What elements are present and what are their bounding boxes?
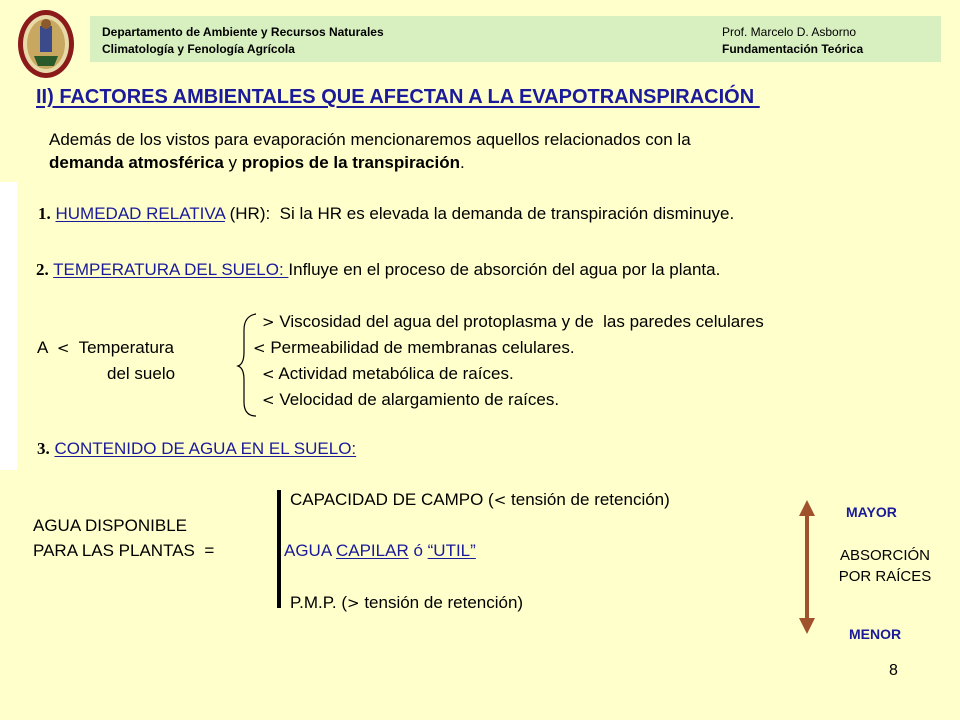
pmp-tension: tensión de retención) bbox=[359, 593, 524, 612]
humedad-relativa-link[interactable]: HUMEDAD RELATIVA bbox=[55, 204, 225, 223]
menor-label: MENOR bbox=[849, 626, 902, 642]
temp-a-label bbox=[37, 338, 174, 358]
pmp-row bbox=[290, 593, 523, 613]
item-temperatura-suelo bbox=[36, 260, 720, 280]
double-arrow-icon bbox=[795, 500, 819, 634]
effect-row-3 bbox=[262, 364, 514, 384]
intro-text-2: y bbox=[223, 153, 242, 172]
capilar-link[interactable]: CAPILAR bbox=[335, 541, 409, 560]
temperatura-suelo-link[interactable]: TEMPERATURA DEL SUELO: bbox=[53, 260, 289, 279]
temperatura-label: Temperatura bbox=[78, 338, 175, 357]
effect-2: Permeabilidad de membranas celulares. bbox=[270, 338, 575, 357]
util-link[interactable]: “UTIL” bbox=[427, 541, 476, 560]
less-symbol: < bbox=[493, 491, 507, 509]
absorcion-line1: ABSORCIÓN bbox=[839, 547, 930, 564]
greater-symbol: > bbox=[347, 594, 360, 612]
contenido-agua-link[interactable]: CONTENIDO DE AGUA EN EL SUELO: bbox=[54, 439, 357, 458]
mayor-label: MAYOR bbox=[846, 504, 897, 520]
intro-paragraph bbox=[49, 128, 889, 174]
effect-4: Velocidad de alargamiento de raíces. bbox=[279, 390, 560, 409]
agua-word: AGUA bbox=[284, 541, 336, 560]
university-seal-icon bbox=[16, 8, 76, 80]
intro-text-1: Además de los vistos para evaporación mencionaremos aquellos relacionados con la bbox=[49, 130, 691, 149]
o-word: ó bbox=[408, 541, 428, 560]
less-symbol: < bbox=[262, 365, 275, 383]
item-number: 1. bbox=[38, 204, 51, 223]
effect-3: Actividad metabólica de raíces. bbox=[278, 364, 514, 383]
effect-row-4 bbox=[262, 390, 559, 410]
section-text: Fundamentación Teórica bbox=[722, 42, 864, 56]
item-number: 3. bbox=[37, 439, 50, 458]
agua-disponible-label: AGUA DISPONIBLE bbox=[33, 516, 187, 535]
vertical-bar bbox=[277, 490, 281, 608]
intro-bold-2: propios de la transpiración bbox=[241, 153, 460, 172]
header-band bbox=[90, 16, 941, 62]
course-text: Climatología y Fenología Agrícola bbox=[102, 42, 295, 56]
absorcion-label bbox=[823, 545, 947, 587]
less-symbol: < bbox=[56, 339, 70, 357]
capacidad-campo-row bbox=[290, 490, 670, 510]
temperatura-description: Influye en el proceso de absorción del agua por la planta. bbox=[288, 260, 721, 279]
page-number: 8 bbox=[889, 662, 898, 679]
cc-tension: tensión de retención) bbox=[506, 490, 670, 509]
professor-text: Prof. Marcelo D. Asborno bbox=[722, 25, 857, 39]
department-text: Departamento de Ambiente y Recursos Naturales bbox=[102, 25, 384, 39]
cc-label: CAPACIDAD DE CAMPO ( bbox=[290, 490, 494, 509]
curly-brace-icon bbox=[236, 312, 258, 418]
greater-symbol: > bbox=[262, 313, 275, 331]
less-symbol: < bbox=[253, 339, 266, 357]
effect-row-2 bbox=[253, 338, 575, 358]
item-number: 2. bbox=[36, 260, 49, 279]
del-suelo-label: del suelo bbox=[107, 364, 176, 383]
intro-text-3: . bbox=[459, 153, 465, 172]
para-las-plantas-label: PARA LAS PLANTAS = bbox=[33, 541, 215, 560]
hr-abbr: (HR): bbox=[224, 204, 271, 223]
item-contenido-agua bbox=[37, 439, 356, 459]
absorcion-line2: POR RAÍCES bbox=[838, 568, 932, 585]
agua-capilar-row bbox=[284, 541, 476, 561]
item-humedad-relativa bbox=[38, 204, 734, 224]
less-symbol: < bbox=[262, 391, 275, 409]
intro-bold-1: demanda atmosférica bbox=[49, 153, 224, 172]
pmp-label: P.M.P. ( bbox=[290, 593, 348, 612]
effect-1: Viscosidad del agua del protoplasma y de las paredes celulares bbox=[279, 312, 764, 331]
slide-title: II) FACTORES AMBIENTALES QUE AFECTAN A LA EVAPOTRANSPIRACIÓN bbox=[36, 86, 760, 108]
hr-description: Si la HR es elevada la demanda de transpiración disminuye. bbox=[279, 204, 735, 223]
effect-row-1 bbox=[262, 312, 764, 332]
a-label: A bbox=[37, 338, 48, 357]
left-margin-strip bbox=[0, 182, 17, 470]
